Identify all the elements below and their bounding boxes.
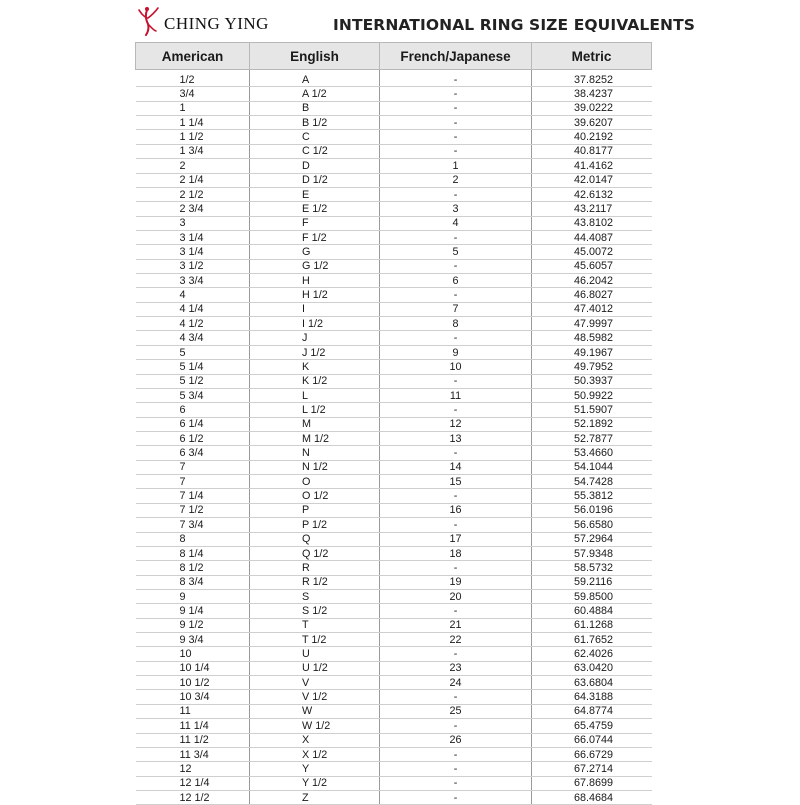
cell-french-japanese: 12 (380, 417, 532, 431)
table-row (136, 518, 652, 532)
cell-english: S 1/2 (250, 604, 380, 618)
cell-french-japanese: - (380, 70, 532, 87)
cell-english: U 1/2 (250, 661, 380, 675)
cell-metric: 49.7952 (532, 360, 652, 374)
cell-american: 4 1/2 (136, 317, 250, 331)
cell-english: R 1/2 (250, 575, 380, 589)
cell-metric: 66.6729 (532, 747, 652, 761)
cell-english: N 1/2 (250, 460, 380, 474)
table-row (136, 475, 652, 489)
cell-american: 9 1/4 (136, 604, 250, 618)
cell-metric: 42.6132 (532, 187, 652, 201)
table-row (136, 245, 652, 259)
cell-english: U (250, 647, 380, 661)
table-header (136, 43, 652, 70)
cell-american: 4 1/4 (136, 302, 250, 316)
table-row (136, 446, 652, 460)
cell-american: 5 (136, 345, 250, 359)
cell-american: 8 1/4 (136, 546, 250, 560)
cell-american: 11 1/2 (136, 733, 250, 747)
cell-french-japanese: 8 (380, 317, 532, 331)
cell-english: J 1/2 (250, 345, 380, 359)
cell-english: T 1/2 (250, 633, 380, 647)
cell-metric: 38.4237 (532, 87, 652, 101)
table-row (136, 403, 652, 417)
cell-french-japanese: 7 (380, 302, 532, 316)
cell-english: I 1/2 (250, 317, 380, 331)
cell-american: 2 3/4 (136, 202, 250, 216)
table-row (136, 561, 652, 575)
cell-french-japanese: 20 (380, 589, 532, 603)
cell-french-japanese: 21 (380, 618, 532, 632)
cell-french-japanese: - (380, 719, 532, 733)
cell-french-japanese: 18 (380, 546, 532, 560)
ring-size-table (135, 42, 652, 805)
table-row (136, 719, 652, 733)
cell-american: 1/2 (136, 70, 250, 87)
cell-english: H (250, 274, 380, 288)
cell-metric: 51.5907 (532, 403, 652, 417)
cell-metric: 46.2042 (532, 274, 652, 288)
cell-american: 4 3/4 (136, 331, 250, 345)
cell-french-japanese: 11 (380, 388, 532, 402)
cell-french-japanese: - (380, 790, 532, 804)
cell-metric: 52.7877 (532, 431, 652, 445)
table-row (136, 360, 652, 374)
cell-metric: 60.4884 (532, 604, 652, 618)
cell-english: D 1/2 (250, 173, 380, 187)
cell-metric: 41.4162 (532, 159, 652, 173)
cell-american: 7 3/4 (136, 518, 250, 532)
cell-french-japanese: 26 (380, 733, 532, 747)
cell-french-japanese: - (380, 747, 532, 761)
cell-english: V (250, 676, 380, 690)
cell-metric: 40.2192 (532, 130, 652, 144)
cell-american: 6 1/4 (136, 417, 250, 431)
dancer-logo-icon (138, 6, 160, 36)
cell-american: 11 (136, 704, 250, 718)
cell-american: 5 1/4 (136, 360, 250, 374)
cell-french-japanese: - (380, 518, 532, 532)
column-header-french-japanese: French/Japanese (380, 43, 532, 70)
cell-english: R (250, 561, 380, 575)
cell-american: 8 (136, 532, 250, 546)
cell-french-japanese: - (380, 116, 532, 130)
cell-english: C (250, 130, 380, 144)
cell-french-japanese: 5 (380, 245, 532, 259)
cell-american: 1 3/4 (136, 144, 250, 158)
cell-american: 7 (136, 475, 250, 489)
cell-american: 8 1/2 (136, 561, 250, 575)
table-row (136, 159, 652, 173)
cell-french-japanese: 25 (380, 704, 532, 718)
cell-metric: 67.8699 (532, 776, 652, 790)
cell-metric: 54.1044 (532, 460, 652, 474)
cell-metric: 50.9922 (532, 388, 652, 402)
table-row (136, 575, 652, 589)
cell-english: C 1/2 (250, 144, 380, 158)
cell-french-japanese: 23 (380, 661, 532, 675)
cell-english: K 1/2 (250, 374, 380, 388)
cell-english: G 1/2 (250, 259, 380, 273)
cell-american: 3 1/2 (136, 259, 250, 273)
table-row (136, 230, 652, 244)
cell-french-japanese: - (380, 561, 532, 575)
cell-metric: 66.0744 (532, 733, 652, 747)
cell-american: 1 (136, 101, 250, 115)
table-row (136, 747, 652, 761)
cell-french-japanese: - (380, 374, 532, 388)
cell-french-japanese: - (380, 230, 532, 244)
table-row (136, 762, 652, 776)
cell-french-japanese: - (380, 690, 532, 704)
cell-french-japanese: 14 (380, 460, 532, 474)
cell-american: 1 1/4 (136, 116, 250, 130)
table-row (136, 302, 652, 316)
cell-french-japanese: - (380, 288, 532, 302)
cell-english: W (250, 704, 380, 718)
cell-french-japanese: 13 (380, 431, 532, 445)
cell-metric: 58.5732 (532, 561, 652, 575)
cell-metric: 56.6580 (532, 518, 652, 532)
cell-metric: 63.0420 (532, 661, 652, 675)
cell-french-japanese: - (380, 130, 532, 144)
cell-metric: 64.8774 (532, 704, 652, 718)
cell-english: A (250, 70, 380, 87)
cell-metric: 57.9348 (532, 546, 652, 560)
cell-english: L (250, 388, 380, 402)
cell-metric: 53.4660 (532, 446, 652, 460)
table-row (136, 130, 652, 144)
cell-american: 3/4 (136, 87, 250, 101)
cell-american: 12 1/4 (136, 776, 250, 790)
cell-metric: 37.8252 (532, 70, 652, 87)
cell-american: 7 1/4 (136, 489, 250, 503)
cell-english: A 1/2 (250, 87, 380, 101)
cell-english: L 1/2 (250, 403, 380, 417)
cell-american: 10 3/4 (136, 690, 250, 704)
cell-english: B (250, 101, 380, 115)
table-row (136, 144, 652, 158)
cell-metric: 48.5982 (532, 331, 652, 345)
cell-french-japanese: - (380, 144, 532, 158)
table-row (136, 431, 652, 445)
page-header (0, 0, 800, 42)
cell-american: 3 (136, 216, 250, 230)
cell-english: S (250, 589, 380, 603)
cell-metric: 59.2116 (532, 575, 652, 589)
cell-american: 5 1/2 (136, 374, 250, 388)
column-header-american: American (136, 43, 250, 70)
cell-metric: 65.4759 (532, 719, 652, 733)
cell-american: 9 1/2 (136, 618, 250, 632)
cell-english: O 1/2 (250, 489, 380, 503)
cell-french-japanese: - (380, 331, 532, 345)
table-row (136, 633, 652, 647)
cell-metric: 50.3937 (532, 374, 652, 388)
cell-french-japanese: - (380, 259, 532, 273)
cell-french-japanese: - (380, 647, 532, 661)
cell-american: 11 1/4 (136, 719, 250, 733)
cell-american: 3 3/4 (136, 274, 250, 288)
table-row (136, 489, 652, 503)
page-title: INTERNATIONAL RING SIZE EQUIVALENTS (333, 16, 696, 34)
cell-metric: 44.4087 (532, 230, 652, 244)
cell-metric: 54.7428 (532, 475, 652, 489)
table-row (136, 317, 652, 331)
cell-english: Q (250, 532, 380, 546)
cell-english: Y 1/2 (250, 776, 380, 790)
cell-french-japanese: 9 (380, 345, 532, 359)
cell-french-japanese: - (380, 604, 532, 618)
cell-metric: 64.3188 (532, 690, 652, 704)
cell-english: Y (250, 762, 380, 776)
cell-english: I (250, 302, 380, 316)
table-row (136, 388, 652, 402)
cell-metric: 39.6207 (532, 116, 652, 130)
table-row (136, 661, 652, 675)
cell-metric: 63.6804 (532, 676, 652, 690)
cell-metric: 45.6057 (532, 259, 652, 273)
cell-english: Z (250, 790, 380, 804)
cell-american: 5 3/4 (136, 388, 250, 402)
cell-english: M 1/2 (250, 431, 380, 445)
cell-american: 8 3/4 (136, 575, 250, 589)
cell-french-japanese: 17 (380, 532, 532, 546)
cell-french-japanese: 6 (380, 274, 532, 288)
table-row (136, 503, 652, 517)
cell-american: 6 3/4 (136, 446, 250, 460)
cell-english: W 1/2 (250, 719, 380, 733)
cell-french-japanese: 16 (380, 503, 532, 517)
cell-french-japanese: 15 (380, 475, 532, 489)
cell-metric: 46.8027 (532, 288, 652, 302)
cell-metric: 56.0196 (532, 503, 652, 517)
cell-american: 10 1/2 (136, 676, 250, 690)
cell-american: 2 1/2 (136, 187, 250, 201)
cell-english: E (250, 187, 380, 201)
table-row (136, 70, 652, 87)
cell-american: 11 3/4 (136, 747, 250, 761)
cell-american: 10 1/4 (136, 661, 250, 675)
cell-french-japanese: - (380, 403, 532, 417)
cell-metric: 57.2964 (532, 532, 652, 546)
ring-size-table-container (135, 42, 651, 805)
table-row (136, 288, 652, 302)
cell-american: 7 (136, 460, 250, 474)
table-row (136, 460, 652, 474)
cell-english: P (250, 503, 380, 517)
cell-english: F 1/2 (250, 230, 380, 244)
table-row (136, 690, 652, 704)
cell-metric: 62.4026 (532, 647, 652, 661)
cell-american: 12 1/2 (136, 790, 250, 804)
table-row (136, 676, 652, 690)
cell-english: N (250, 446, 380, 460)
table-row (136, 546, 652, 560)
table-row (136, 345, 652, 359)
cell-french-japanese: - (380, 101, 532, 115)
cell-english: H 1/2 (250, 288, 380, 302)
cell-american: 10 (136, 647, 250, 661)
table-row (136, 647, 652, 661)
cell-english: E 1/2 (250, 202, 380, 216)
cell-french-japanese: - (380, 489, 532, 503)
cell-french-japanese: - (380, 87, 532, 101)
cell-english: O (250, 475, 380, 489)
cell-metric: 43.2117 (532, 202, 652, 216)
cell-french-japanese: 24 (380, 676, 532, 690)
cell-english: T (250, 618, 380, 632)
cell-french-japanese: 2 (380, 173, 532, 187)
cell-french-japanese: 1 (380, 159, 532, 173)
table-row (136, 618, 652, 632)
cell-metric: 47.4012 (532, 302, 652, 316)
cell-american: 6 1/2 (136, 431, 250, 445)
cell-english: F (250, 216, 380, 230)
cell-metric: 39.0222 (532, 101, 652, 115)
table-row (136, 101, 652, 115)
table-row (136, 274, 652, 288)
cell-english: D (250, 159, 380, 173)
cell-english: K (250, 360, 380, 374)
cell-metric: 49.1967 (532, 345, 652, 359)
brand-name: CHING YING (164, 14, 269, 33)
table-row (136, 589, 652, 603)
cell-metric: 61.7652 (532, 633, 652, 647)
cell-french-japanese: 3 (380, 202, 532, 216)
cell-english: B 1/2 (250, 116, 380, 130)
cell-english: J (250, 331, 380, 345)
cell-american: 1 1/2 (136, 130, 250, 144)
cell-french-japanese: 19 (380, 575, 532, 589)
cell-metric: 68.4684 (532, 790, 652, 804)
table-row (136, 173, 652, 187)
cell-metric: 61.1268 (532, 618, 652, 632)
cell-french-japanese: - (380, 187, 532, 201)
cell-english: X (250, 733, 380, 747)
cell-metric: 42.0147 (532, 173, 652, 187)
cell-english: X 1/2 (250, 747, 380, 761)
cell-metric: 52.1892 (532, 417, 652, 431)
cell-english: V 1/2 (250, 690, 380, 704)
cell-metric: 59.8500 (532, 589, 652, 603)
cell-american: 9 (136, 589, 250, 603)
table-row (136, 790, 652, 804)
cell-american: 12 (136, 762, 250, 776)
cell-metric: 55.3812 (532, 489, 652, 503)
table-row (136, 374, 652, 388)
table-row (136, 733, 652, 747)
cell-metric: 47.9997 (532, 317, 652, 331)
cell-metric: 67.2714 (532, 762, 652, 776)
cell-english: P 1/2 (250, 518, 380, 532)
cell-english: M (250, 417, 380, 431)
cell-metric: 40.8177 (532, 144, 652, 158)
table-header-row (136, 43, 652, 70)
table-row (136, 331, 652, 345)
cell-english: Q 1/2 (250, 546, 380, 560)
cell-american: 3 1/4 (136, 245, 250, 259)
table-row (136, 187, 652, 201)
cell-french-japanese: 4 (380, 216, 532, 230)
cell-french-japanese: - (380, 776, 532, 790)
column-header-metric: Metric (532, 43, 652, 70)
cell-american: 9 3/4 (136, 633, 250, 647)
table-body (136, 70, 652, 805)
cell-english: G (250, 245, 380, 259)
table-row (136, 202, 652, 216)
table-row (136, 776, 652, 790)
table-row (136, 116, 652, 130)
cell-american: 6 (136, 403, 250, 417)
cell-american: 7 1/2 (136, 503, 250, 517)
table-row (136, 604, 652, 618)
cell-metric: 43.8102 (532, 216, 652, 230)
cell-american: 2 (136, 159, 250, 173)
table-row (136, 216, 652, 230)
cell-american: 4 (136, 288, 250, 302)
cell-metric: 45.0072 (532, 245, 652, 259)
cell-american: 2 1/4 (136, 173, 250, 187)
table-row (136, 704, 652, 718)
table-row (136, 417, 652, 431)
cell-french-japanese: 10 (380, 360, 532, 374)
table-row (136, 259, 652, 273)
cell-american: 3 1/4 (136, 230, 250, 244)
column-header-english: English (250, 43, 380, 70)
cell-french-japanese: 22 (380, 633, 532, 647)
table-row (136, 87, 652, 101)
cell-french-japanese: - (380, 446, 532, 460)
table-row (136, 532, 652, 546)
cell-french-japanese: - (380, 762, 532, 776)
